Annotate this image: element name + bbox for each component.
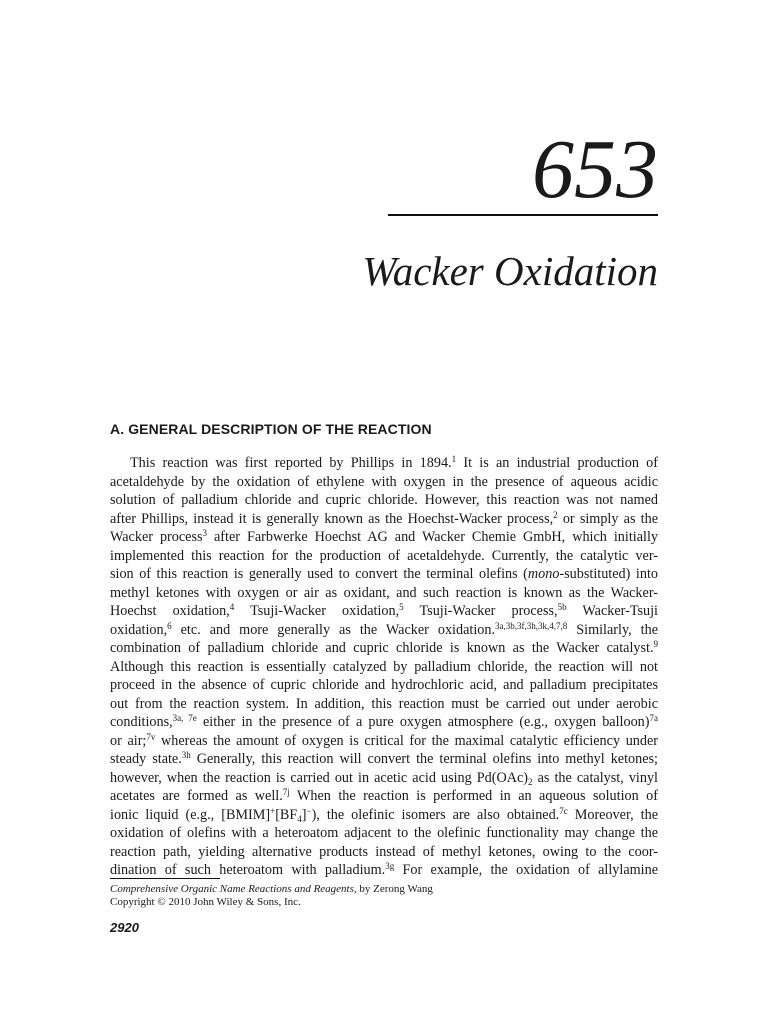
chapter-number: 653 <box>532 123 658 216</box>
reference-marker: 5b <box>557 602 567 612</box>
text-line: Hoechst oxidation,$^4$ Tsuji-Wacker oxidation,$^5$ Tsuji-Wacker process,$^{5b}$ Wacker-Tsuji <box>110 602 658 619</box>
text-line: proceed in the absence of cupric chloride and hydrochloric acid, and palladium precipitates <box>110 677 658 693</box>
text-line: Wacker process$^3$ after Farbwerke Hoechst AG and Wacker Chemie GmbH, which initially <box>110 528 658 545</box>
reference-marker: 9 <box>653 639 658 649</box>
chapter-rule <box>388 214 658 216</box>
reference-marker: 7c <box>559 805 568 816</box>
text-line: reaction path, yielding alternative products instead of methyl ketones, owing to the coor- <box>110 843 658 860</box>
emphasis: mono <box>527 566 560 582</box>
text-line: This reaction was first reported by Phillips in 1894.$^1$ It is an industrial production of <box>130 454 658 471</box>
reference-marker: 7a <box>649 713 658 723</box>
text-line: sion of this reaction is generally used to convert the terminal olefins (mono-substituted) into <box>110 566 658 582</box>
reference-marker: 6 <box>167 620 172 631</box>
superscript: + <box>270 805 276 816</box>
text-line: Although this reaction is essentially catalyzed by palladium chloride, the reaction will not <box>110 658 658 675</box>
reference-marker: 7v <box>146 731 156 742</box>
section-heading: A. GENERAL DESCRIPTION OF THE REACTION <box>110 421 432 437</box>
text-line: acetates are formed as well.$^{7j}$ When the reaction is performed in an aqueous solution of <box>110 787 658 804</box>
text-line: oxidation of olefins with a heteroatom adjacent to the olefinic functionality may change the <box>110 825 658 841</box>
text-line: steady state.$^{3h}$ Generally, this reaction will convert the terminal olefins into methyl ketones; <box>110 750 658 767</box>
text-line: however, when the reaction is carried out in acetic acid using $Pd(OAc)_2$ as the catalyst, vinyl <box>110 769 658 787</box>
reference-marker: 3h <box>181 750 191 760</box>
body-paragraph <box>110 454 658 880</box>
book-title: Comprehensive Organic Name Reactions and Reagents, <box>110 883 357 895</box>
footnote-rule <box>110 878 220 879</box>
subscript: 2 <box>528 776 533 787</box>
text-line: acetaldehyde by the oxidation of ethylene with oxygen in the presence of aqueous acidic <box>110 473 658 490</box>
reference-marker: 3 <box>202 528 207 538</box>
text-line: ionic liquid (e.g., $[BMIM]^+[BF_4]^-$), the olefinic isomers are also obtained.$^{7c}$ Moreover, the <box>110 805 658 824</box>
reference-marker: 3a, 7e <box>172 713 197 723</box>
author: by Zerong Wang <box>356 883 433 895</box>
subscript: 4 <box>297 813 302 824</box>
reference-marker: 3a,3b,3f,3h,3k,4,7,8 <box>495 620 568 631</box>
text-line: after Phillips, instead it is generally known as the Hoechst-Wacker process,$^2$ or simply as the <box>110 509 658 527</box>
chapter-title: Wacker Oxidation <box>362 248 658 294</box>
footnote <box>110 883 658 909</box>
text-line: dination of such heteroatom with palladium.$^{3g}$ For example, the oxidation of allylamine <box>110 861 658 878</box>
reference-marker: 1 <box>451 454 457 464</box>
text-line: methyl ketones with oxygen or air as oxidant, and such reaction is known as the Wacker- <box>110 584 658 601</box>
text-line: oxidation,$^6$ etc. and more generally as the Wacker oxidation.$^{3a,3b,3f,3h,3k,4,7,8}$ Similarly, the <box>110 620 658 638</box>
text-line: conditions,$^{3a, 7e}$ either in the presence of a pure oxygen atmosphere (e.g., oxygen balloon)$^{7a}$ <box>110 713 658 730</box>
footnote-citation <box>110 883 658 896</box>
reference-marker: 5 <box>399 602 404 612</box>
superscript: − <box>306 805 312 816</box>
reference-marker: 7j <box>282 787 290 797</box>
text-line: implemented this reaction for the production of acetaldehyde. Currently, the catalytic ver- <box>110 547 658 564</box>
text-line: or air;$^{7v}$ whereas the amount of oxygen is critical for the maximal catalytic efficiency under <box>110 731 658 749</box>
page-number: 2920 <box>110 920 139 935</box>
text-line: solution of palladium chloride and cupric chloride. However, this reaction was not named <box>110 492 658 508</box>
reference-marker: 2 <box>553 509 558 520</box>
copyright-notice: Copyright © 2010 John Wiley & Sons, Inc. <box>110 896 301 908</box>
reference-marker: 4 <box>229 602 235 612</box>
text-line: combination of palladium chloride and cupric chloride is known as the Wacker catalyst.$^9$ <box>110 639 658 656</box>
reference-marker: 3g <box>385 861 395 871</box>
text-line: out from the reaction system. In addition, this reaction must be carried out under aerobic <box>110 695 658 712</box>
